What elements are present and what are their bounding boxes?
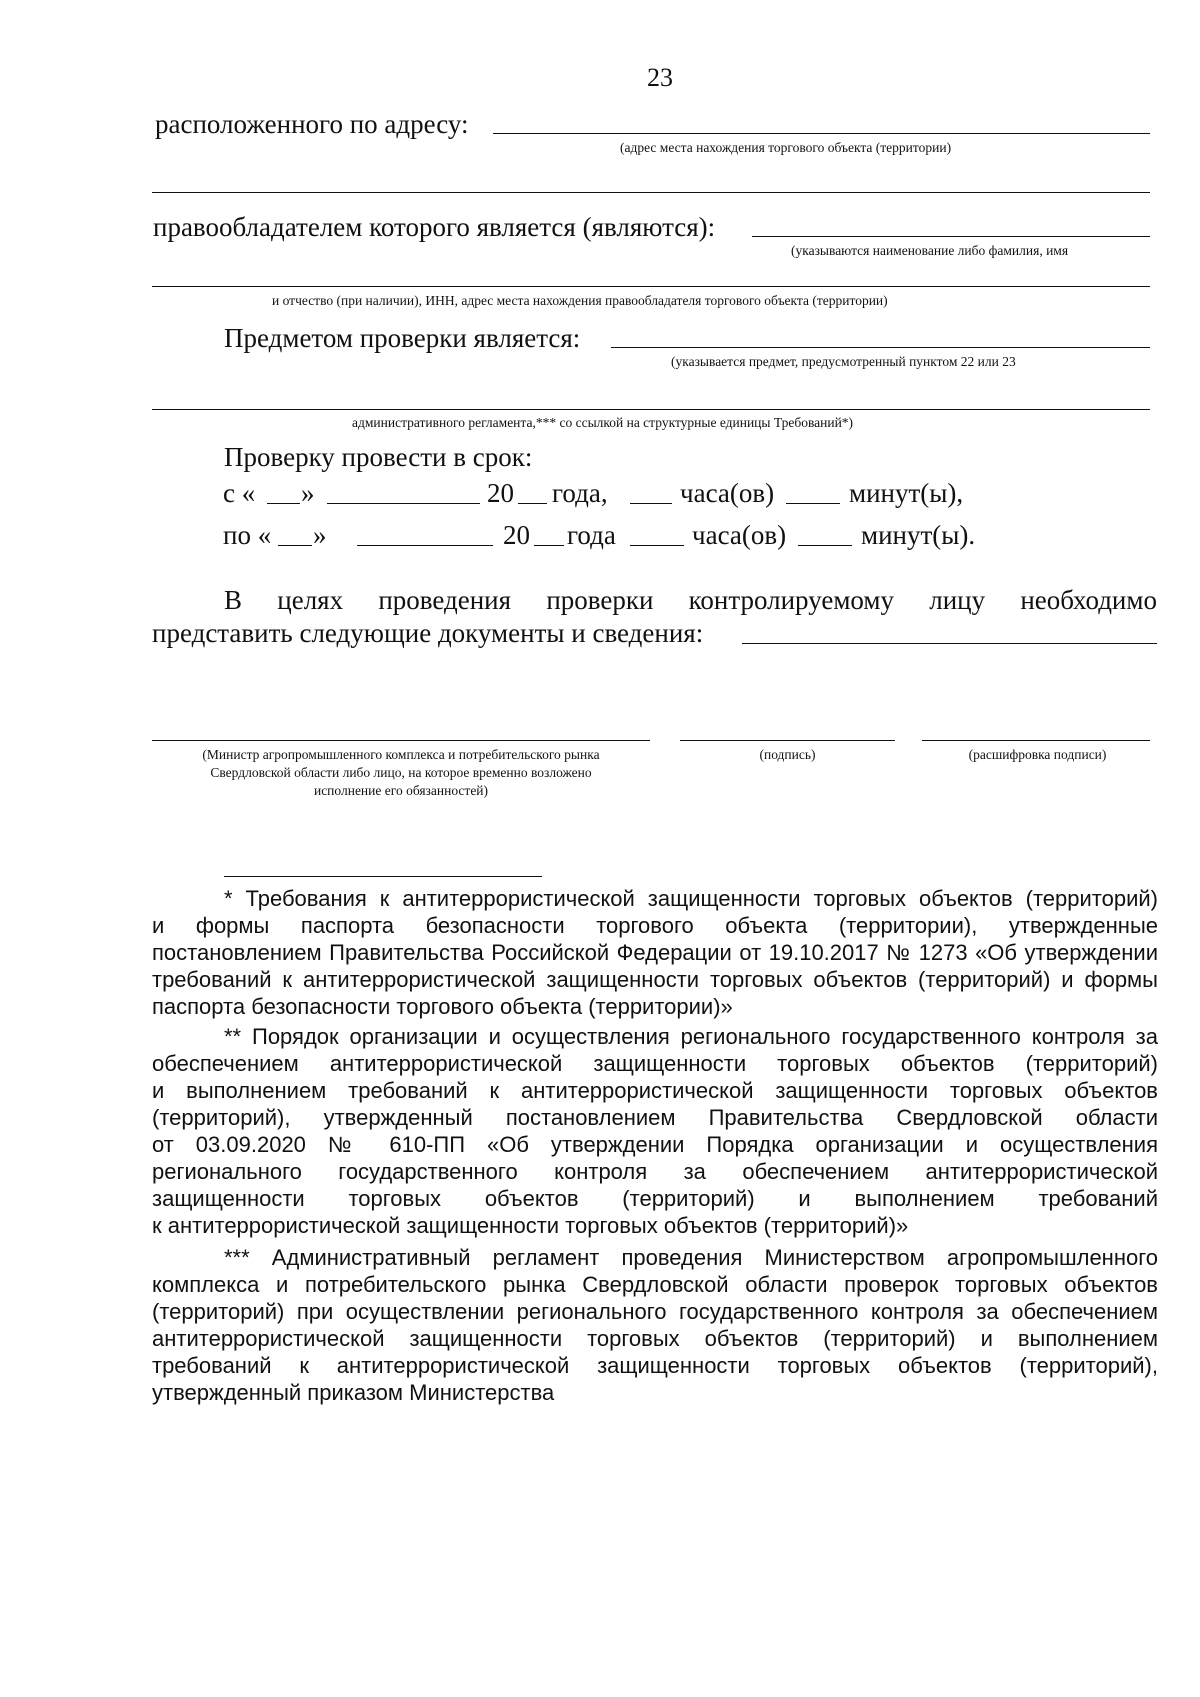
subject-label: Предметом проверки является: <box>224 323 581 353</box>
doc-word: контролируемому <box>688 585 894 615</box>
subject-hint-2: административного регламента,*** со ссылкой на структурные единицы Требований*) <box>352 415 854 430</box>
to-hours-blank[interactable] <box>630 545 684 546</box>
footnote-2-line: регионального государственного контроля за обеспечением антитеррористической <box>152 1159 1158 1184</box>
footnote-1-line: постановлением Правительства Российской Федерации от 19.10.2017 № 1273 «Об утверждении <box>152 940 1158 965</box>
position-hint-line: (Министр агропромышленного комплекса и потребительского рынка <box>202 747 600 762</box>
footnote-1-line: паспорта безопасности торгового объекта (территории)» <box>152 994 733 1019</box>
position-line[interactable] <box>152 740 650 741</box>
footnote-2-line: защищенности торговых объектов (территорий) и выполнением требований <box>152 1186 1158 1211</box>
from-close-quote: » <box>301 478 315 508</box>
documents-line-blank[interactable] <box>742 643 1157 644</box>
footnote-3-line: *** Административный регламент проведения Министерством агропромышленного <box>224 1245 1158 1270</box>
to-minutes-blank[interactable] <box>798 545 852 546</box>
decode-line[interactable] <box>922 740 1150 741</box>
address-line[interactable] <box>493 133 1150 134</box>
footnote-2-line: и выполнением требований к антитеррористической защищенности торговых объектов <box>152 1078 1158 1103</box>
from-minutes-blank[interactable] <box>786 503 840 504</box>
footnote-3 <box>152 1244 1158 1406</box>
from-hours-label: часа(ов) <box>680 478 775 508</box>
footnote-2-line: ** Порядок организации и осуществления регионального государственного контроля за <box>224 1024 1158 1049</box>
address-hint: (адрес места нахождения торгового объекта (территории) <box>620 140 952 155</box>
from-prefix: с « <box>223 478 256 508</box>
position-hint-line: исполнение его обязанностей) <box>313 783 489 798</box>
footnote-2 <box>152 1023 1158 1239</box>
footnote-3-line: требований к антитеррористической защищенности торговых объектов (территорий), <box>152 1353 1158 1378</box>
subject-hint: (указывается предмет, предусмотренный пунктом 22 или 23 <box>671 354 1016 369</box>
footnote-2-line: обеспечением антитеррористической защищенности торговых объектов (территорий) <box>152 1051 1158 1076</box>
footnote-3-line: утвержденный приказом Министерства <box>152 1380 555 1405</box>
to-hours-label: часа(ов) <box>692 520 787 550</box>
signature-hint: (подпись) <box>759 747 816 762</box>
to-year-suffix: года <box>567 520 616 550</box>
doc-word: проверки <box>546 585 654 615</box>
to-year-blank[interactable] <box>534 545 564 546</box>
from-year-blank[interactable] <box>518 503 547 504</box>
owner-hint-2: и отчество (при наличии), ИНН, адрес места нахождения правообладателя торгового объекта (территории) <box>272 293 888 308</box>
page-number: 23 <box>647 63 673 92</box>
to-month-blank[interactable] <box>357 545 493 546</box>
owner-hint: (указываются наименование либо фамилия, имя <box>791 243 1069 258</box>
doc-word: необходимо <box>1020 585 1157 615</box>
subject-line-2[interactable] <box>152 409 1150 410</box>
footnote-1 <box>152 885 1158 1020</box>
from-day-blank[interactable] <box>267 503 300 504</box>
footnote-3-line: антитеррористической защищенности торговых объектов (территорий) и выполнением <box>152 1326 1158 1351</box>
footnote-1-line: * Требования к антитеррористической защищенности торговых объектов (территорий) <box>224 886 1158 911</box>
doc-word: лицу <box>929 585 986 615</box>
owner-line[interactable] <box>752 236 1150 237</box>
footnote-3-line: комплекса и потребительского рынка Свердловской области проверок торговых объектов <box>152 1272 1158 1297</box>
to-year-20: 20 <box>503 520 530 550</box>
position-hint-line: Свердловской области либо лицо, на которое временно возложено <box>210 765 592 780</box>
from-minutes-label: минут(ы), <box>849 478 964 508</box>
from-year-suffix: года, <box>552 478 608 508</box>
to-day-blank[interactable] <box>278 545 312 546</box>
documents-line-1 <box>224 584 1157 616</box>
doc-word: В <box>224 585 243 615</box>
from-hours-blank[interactable] <box>630 503 672 504</box>
documents-line-2: представить следующие документы и сведения: <box>152 618 704 648</box>
footnote-2-line: от 03.09.2020 № 610-ПП «Об утверждении Порядка организации и осуществления <box>152 1132 1158 1157</box>
owner-line-2[interactable] <box>152 286 1150 287</box>
footnote-1-line: требований к антитеррористической защищенности торговых объектов (территорий) и формы <box>152 967 1158 992</box>
doc-word: проведения <box>378 585 512 615</box>
owner-label: правообладателем которого является (являются): <box>153 212 716 242</box>
footnote-2-line: (территорий), утвержденный постановлением Правительства Свердловской области <box>152 1105 1158 1130</box>
decode-hint: (расшифровка подписи) <box>968 747 1107 762</box>
signature-line[interactable] <box>680 740 895 741</box>
subject-line[interactable] <box>611 347 1150 348</box>
footnote-2-line: к антитеррористической защищенности торговых объектов (территорий)» <box>152 1213 909 1238</box>
footnote-separator <box>224 876 542 877</box>
term-title: Проверку провести в срок: <box>224 442 533 472</box>
from-month-blank[interactable] <box>327 503 480 504</box>
footnote-1-line: и формы паспорта безопасности торгового объекта (территории), утвержденные <box>152 913 1158 938</box>
position-hint <box>152 746 650 800</box>
to-minutes-label: минут(ы). <box>861 520 976 550</box>
from-year-20: 20 <box>487 478 514 508</box>
to-prefix: по « <box>223 520 272 550</box>
footnote-3-line: (территорий) при осуществлении регионального государственного контроля за обеспечением <box>152 1299 1158 1324</box>
doc-word: целях <box>277 585 344 615</box>
to-close-quote: » <box>313 520 327 550</box>
address-label: расположенного по адресу: <box>155 109 469 139</box>
address-line-2[interactable] <box>152 192 1150 193</box>
